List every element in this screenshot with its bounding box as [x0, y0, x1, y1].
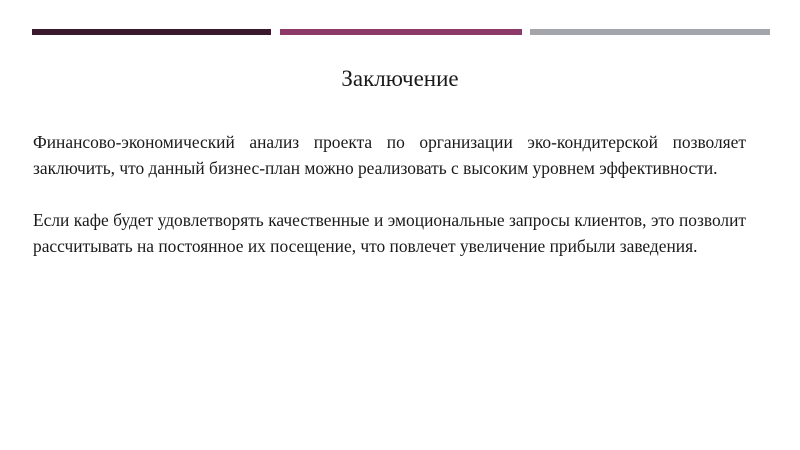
slide-title: Заключение [341, 66, 459, 91]
accent-bar-magenta [280, 29, 522, 35]
accent-bar-gray [530, 29, 770, 35]
paragraph-clients: Если кафе будет удовлетворять качественные и эмоциональные запросы клиентов, это позволит рассчитывать на постоянное их посещение, что повлечет увеличение прибыли заведения. [33, 210, 746, 256]
paragraph-analysis: Финансово-экономический анализ проекта по организации эко-кондитерской позволяет заключить, что данный бизнес-план можно реализовать с высоким уровнем эффективности. [33, 132, 746, 178]
top-decorative-bars [32, 29, 770, 35]
slide-body [33, 129, 746, 259]
accent-bar-dark [32, 29, 271, 35]
